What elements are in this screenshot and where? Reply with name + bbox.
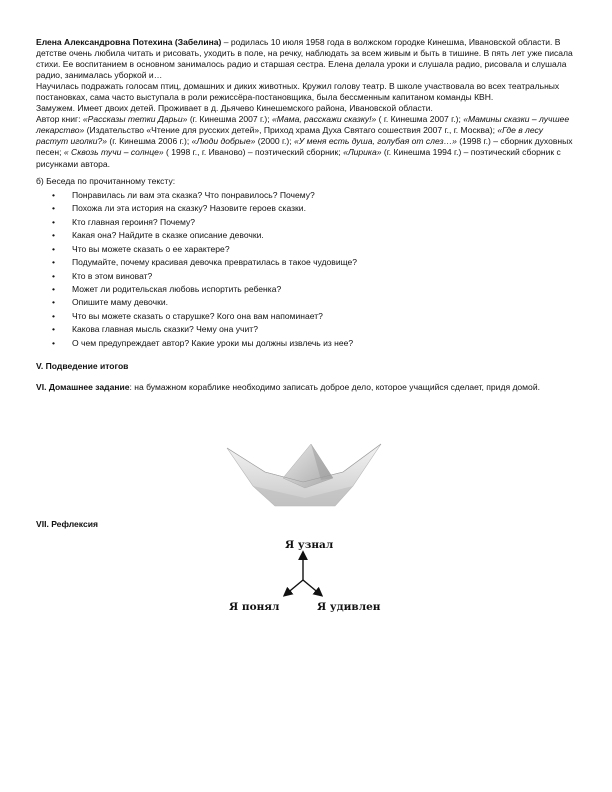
book-title: «Мамины сказки – лучшее лекарство» <box>36 114 570 136</box>
question-item <box>36 271 576 282</box>
arrow-left <box>285 580 303 595</box>
question-text: Кто в этом виноват? <box>72 270 153 281</box>
question-list <box>36 190 576 349</box>
book-title: « Сквозь тучи – солнце» <box>63 147 164 158</box>
question-text: О чем предупреждает автор? Какие уроки мы должны извлечь из нее? <box>72 337 354 348</box>
arrow-right <box>303 580 321 595</box>
books-list-paragraph <box>36 114 576 169</box>
question-item <box>36 257 576 268</box>
bullet-icon: • <box>52 189 55 200</box>
conversation-heading: б) Беседа по прочитанному тексту: <box>36 175 176 186</box>
question-text: Что вы можете сказать о ее характере? <box>72 243 230 254</box>
question-text: Похожа ли эта история на сказку? Назовите героев сказки. <box>72 203 306 214</box>
bullet-icon: • <box>52 324 55 335</box>
book-title: «Люди добрые» <box>191 136 256 147</box>
bio-paragraph-1 <box>36 37 576 81</box>
books-text: (Издательство «Чтение для русских детей», Приход храма Духа Святаго сошествия 2007 г., г. Москва); <box>84 125 498 136</box>
book-title: «У меня есть душа, голубая от слез…» <box>294 136 457 147</box>
author-bio <box>36 37 576 170</box>
book-title: «Мама, расскажи сказку!» <box>272 114 377 125</box>
bullet-icon: • <box>52 257 55 268</box>
books-text: (г. Кинешма 1994 г.) – поэтический сборник с рисунками автора. <box>36 147 561 169</box>
books-text: (1998 г.) – сборник духовных песен; <box>36 136 573 158</box>
bullet-icon: • <box>52 310 55 321</box>
reflection-right-label: Я удивлен <box>317 601 381 613</box>
bullet-icon: • <box>52 284 55 294</box>
reflection-left-label: Я понял <box>229 601 280 613</box>
bullet-icon: • <box>52 243 55 254</box>
question-item <box>36 217 576 228</box>
reflection-top-label: Я узнал <box>285 539 334 551</box>
book-title: «Рассказы тетки Дарьи» <box>82 114 188 125</box>
question-item <box>36 284 576 295</box>
question-item <box>36 244 576 255</box>
book-title: «Лирика» <box>343 147 382 158</box>
question-item <box>36 338 576 349</box>
bio-intro-text: – родилась 10 июля 1958 года в волжском городке Кинешма, Ивановской области. В детстве очень любила читать и рисовать, уходить в поле, на речку, наблюдать за всем живым и быть в тишине. В пять лет уже писала стихи. Ее воспитанием в основном занималось радио и старшая сестра. Елена делала уроки и слушала радио, рисовала и слушала радио, занималась уборкой и… <box>36 37 573 81</box>
books-text: ( 1998 г., г. Иваново) – поэтический сборник; <box>163 147 344 158</box>
question-text: Опишите маму девочки. <box>72 297 168 308</box>
bio-paragraph-2: Научилась подражать голосам птиц, домашних и диких животных. Кружил голову театр. В школе участвовала во всех театральных постановках, сама часто выступала в роли режиссёра-постановщика, была бессменным капитаном команды КВН. <box>36 81 560 103</box>
book-title: «Где в лесу растут иголки?» <box>36 125 543 147</box>
books-text: (2000 г.); <box>255 136 295 147</box>
question-item <box>36 311 576 322</box>
section-6-homework <box>36 382 576 393</box>
reflection-diagram <box>225 535 385 620</box>
section-6-text: : на бумажном кораблике необходимо записать доброе дело, которое учащийся сделает, придя домой. <box>129 382 540 393</box>
question-text: Понравилась ли вам эта сказка? Что понравилось? Почему? <box>72 189 315 200</box>
section-7-heading: VII. Рефлексия <box>36 519 98 529</box>
author-name: Елена Александровна Потехина (Забелина) <box>36 37 222 47</box>
books-text: (г. Кинешма 2006 г.); <box>107 136 192 147</box>
question-text: Какая она? Найдите в сказке описание девочки. <box>72 230 264 241</box>
section-6-title: VI. Домашнее задание <box>36 382 130 393</box>
document-page <box>36 37 576 393</box>
bullet-icon: • <box>52 216 55 227</box>
question-text: Кто главная героиня? Почему? <box>72 216 195 227</box>
books-text: Автор книг: <box>36 114 83 125</box>
question-item <box>36 190 576 201</box>
question-text: Какова главная мысль сказки? Чему она учит? <box>72 324 258 335</box>
section-5-heading: V. Подведение итогов <box>36 360 129 371</box>
bio-paragraph-3: Замужем. Имеет двоих детей. Проживает в д. Дьячево Кинешемского района, Ивановской области. <box>36 103 433 114</box>
bullet-icon: • <box>52 297 55 308</box>
bullet-icon: • <box>52 230 55 241</box>
question-item <box>36 203 576 214</box>
books-text: ( г. Кинешма 2007 г.); <box>376 114 464 125</box>
books-text: (г. Кинешма 2007 г.); <box>187 114 273 125</box>
question-item <box>36 230 576 241</box>
bullet-icon: • <box>52 203 55 214</box>
paper-boat-image <box>225 442 383 508</box>
question-text: Подумайте, почему красивая девочка превратилась в такое чудовище? <box>72 257 358 268</box>
question-item <box>36 324 576 335</box>
bullet-icon: • <box>52 337 55 348</box>
question-text: Может ли родительская любовь испортить ребенка? <box>72 284 282 294</box>
question-text: Что вы можете сказать о старушке? Кого она вам напоминает? <box>72 310 323 321</box>
question-item <box>36 297 576 308</box>
bullet-icon: • <box>52 270 55 281</box>
